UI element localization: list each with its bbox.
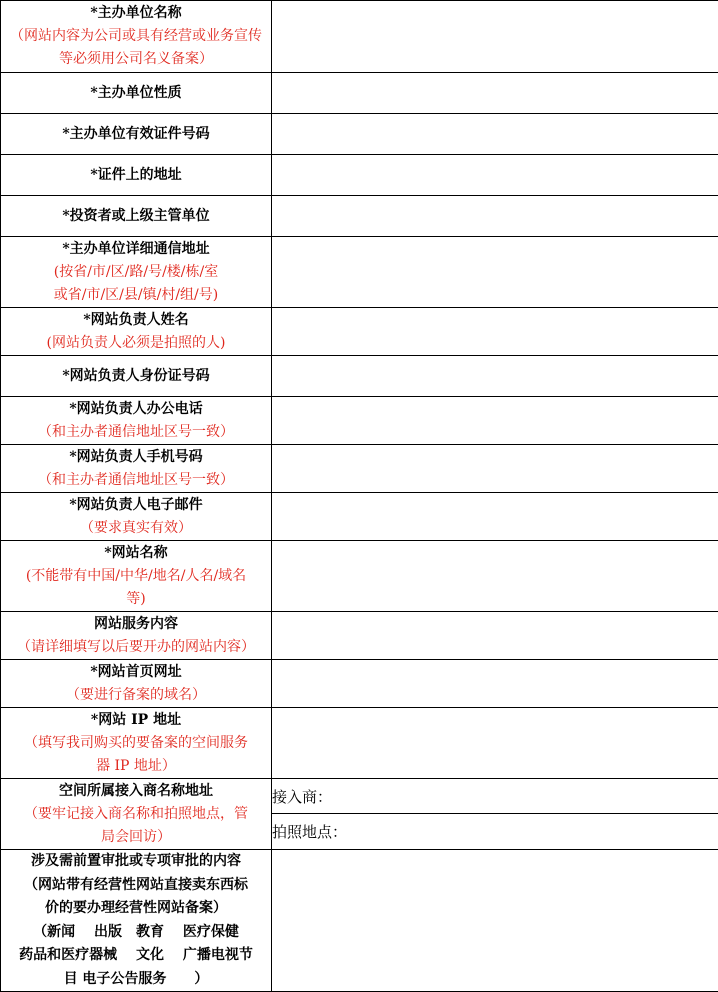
website-service-content-value-field[interactable] [272, 612, 718, 660]
website-homepage-url-value-field[interactable] [272, 660, 718, 708]
site-manager-office-phone-note-line-1: （和主办者通信地址区号一致） [1, 421, 271, 444]
organizer-id-number-label-cell [1, 114, 272, 155]
organizer-name-label-cell [1, 1, 272, 73]
site-manager-mobile-row [1, 445, 718, 493]
site-manager-mobile-value-field[interactable] [272, 445, 718, 493]
id-address-label-cell [1, 155, 272, 196]
investor-or-supervisor-value-field[interactable] [272, 196, 718, 237]
website-ip-address-note-line-2: 器 IP 地址） [1, 755, 271, 778]
organizer-id-number-row [1, 114, 718, 155]
access-provider-note-line-1: （要牢记接入商名称和拍照地点，管 [1, 803, 271, 826]
organizer-name-note-line-2: 等必须用公司名义备案） [1, 48, 271, 71]
site-manager-id-number-row [1, 356, 718, 397]
approval-line-2: （网站带有经营性网站直接卖东西标 [1, 874, 271, 898]
investor-or-supervisor-label-cell [1, 196, 272, 237]
website-service-content-label-cell [1, 612, 272, 660]
site-manager-mobile-note-line-1: （和主办者通信地址区号一致） [1, 469, 271, 492]
website-service-content-title: 网站服务内容 [1, 613, 271, 636]
approval-line-5: 药品和医疗器械 文化 广播电视节 [1, 944, 271, 968]
site-manager-id-number-value-field[interactable] [272, 356, 718, 397]
access-provider-label-cell [1, 779, 272, 850]
id-address-title: *证件上的地址 [1, 164, 271, 187]
access-provider-row-1 [1, 779, 718, 814]
organizer-id-number-value-field[interactable] [272, 114, 718, 155]
website-ip-address-label-cell [1, 708, 272, 779]
approval-label-cell [1, 850, 272, 992]
site-manager-name-row [1, 308, 718, 356]
website-name-note-line-1: (不能带有中国/中华/地名/人名/域名 [1, 565, 271, 588]
site-manager-office-phone-value-field[interactable] [272, 397, 718, 445]
organizer-name-note-line-1: （网站内容为公司或具有经营或业务宣传 [1, 25, 271, 48]
site-manager-id-number-label-cell [1, 356, 272, 397]
website-name-title: *网站名称 [1, 542, 271, 565]
organizer-id-number-title: *主办单位有效证件号码 [1, 123, 271, 146]
organizer-name-row [1, 1, 718, 73]
website-ip-address-note-line-1: （填写我司购买的要备案的空间服务 [1, 732, 271, 755]
organizer-name-value-field[interactable] [272, 1, 718, 73]
site-manager-id-number-title: *网站负责人身份证号码 [1, 365, 271, 388]
approval-line-6: 目 电子公告服务 ） [1, 968, 271, 992]
organizer-mailing-address-label-cell [1, 237, 272, 308]
website-name-value-field[interactable] [272, 541, 718, 612]
form-body [1, 1, 718, 992]
organizer-mailing-address-row [1, 237, 718, 308]
organizer-type-row [1, 73, 718, 114]
website-service-content-note-line-1: （请详细填写以后要开办的网站内容） [1, 636, 271, 659]
website-name-row [1, 541, 718, 612]
website-service-content-row [1, 612, 718, 660]
website-homepage-url-note-line-1: （要进行备案的域名） [1, 684, 271, 707]
site-manager-office-phone-label-cell [1, 397, 272, 445]
organizer-mailing-address-value-field[interactable] [272, 237, 718, 308]
id-address-value-field[interactable] [272, 155, 718, 196]
site-manager-email-label-cell [1, 493, 272, 541]
organizer-mailing-address-note-line-1: (按省/市/区/路/号/楼/栋/室 [1, 261, 271, 284]
website-ip-address-row [1, 708, 718, 779]
photo-location-label: 拍照地点： [272, 823, 347, 841]
website-homepage-url-title: *网站首页网址 [1, 661, 271, 684]
site-manager-name-note-line-1: (网站负责人必须是拍照的人) [1, 332, 271, 355]
site-manager-email-value-field[interactable] [272, 493, 718, 541]
site-manager-office-phone-title: *网站负责人办公电话 [1, 398, 271, 421]
approval-line-4: （新闻 出版 教育 医疗保健 [1, 921, 271, 945]
organizer-type-value-field[interactable] [272, 73, 718, 114]
website-homepage-url-row [1, 660, 718, 708]
photo-location-field[interactable] [272, 814, 718, 850]
site-manager-mobile-title: *网站负责人手机号码 [1, 446, 271, 469]
organizer-name-title: *主办单位名称 [1, 2, 271, 25]
investor-or-supervisor-row [1, 196, 718, 237]
organizer-mailing-address-note-line-2: 或省/市/区/县/镇/村/组/号) [1, 284, 271, 307]
site-manager-mobile-label-cell [1, 445, 272, 493]
website-ip-address-title: *网站 IP 地址 [1, 709, 271, 732]
access-provider-title: 空间所属接入商名称地址 [1, 780, 271, 803]
site-manager-name-label-cell [1, 308, 272, 356]
approval-row [1, 850, 718, 992]
approval-value-field[interactable] [272, 850, 718, 992]
approval-line-3: 价的要办理经营性网站备案） [1, 897, 271, 921]
site-manager-email-title: *网站负责人电子邮件 [1, 494, 271, 517]
site-manager-office-phone-row [1, 397, 718, 445]
website-name-label-cell [1, 541, 272, 612]
site-manager-email-note-line-1: （要求真实有效） [1, 517, 271, 540]
access-provider-name-field[interactable] [272, 779, 718, 814]
access-provider-note-line-2: 局会回访） [1, 826, 271, 849]
website-homepage-url-label-cell [1, 660, 272, 708]
id-address-row [1, 155, 718, 196]
investor-or-supervisor-title: *投资者或上级主管单位 [1, 205, 271, 228]
organizer-mailing-address-title: *主办单位详细通信地址 [1, 238, 271, 261]
approval-line-1: 涉及需前置审批或专项审批的内容 [1, 850, 271, 874]
website-ip-address-value-field[interactable] [272, 708, 718, 779]
site-manager-name-title: *网站负责人姓名 [1, 309, 271, 332]
organizer-type-title: *主办单位性质 [1, 82, 271, 105]
site-manager-name-value-field[interactable] [272, 308, 718, 356]
website-name-note-line-2: 等) [1, 588, 271, 611]
organizer-type-label-cell [1, 73, 272, 114]
access-provider-name-label: 接入商： [272, 788, 332, 806]
site-manager-email-row [1, 493, 718, 541]
